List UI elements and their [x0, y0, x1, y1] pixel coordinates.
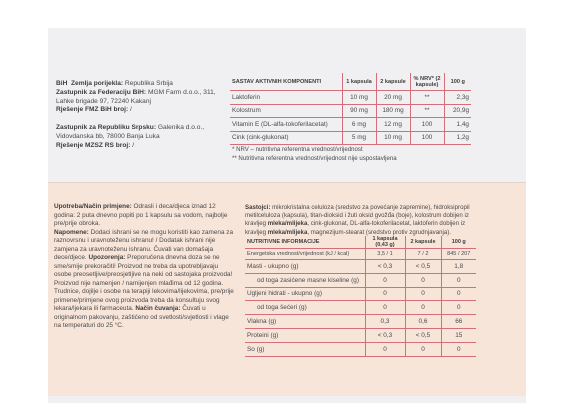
table-cell: 100 [410, 131, 444, 145]
note-text: Dodaci ishrani se ne mogu koristiti kao zamena za raznovrsnu i uravnoteženu ishranu! / Dodatak ishrani nije zamjena za uravnoteženu ishranu. Čuvati van domašaja dece/djece. [54, 228, 234, 261]
table-row [245, 301, 476, 315]
table-cell: ** [410, 91, 444, 105]
footnotes [232, 145, 397, 163]
fmz-label: Rješenje FMZ BiH broj: [56, 106, 129, 114]
registration-info [56, 80, 226, 151]
table-cell: 3,5 / 1 [365, 249, 405, 260]
warn-label: Upozorenja: [88, 254, 126, 261]
table-cell: ** [410, 104, 444, 118]
table-row [245, 287, 476, 301]
origin-label: Zemlja porijekla: [71, 80, 124, 87]
table-cell: 1,2g [444, 131, 471, 145]
rep-rs-value: Galenika d.o.o., Vidovdanska bb, 78000 Banja Luka [56, 124, 205, 140]
table-row [245, 273, 476, 287]
table-cell: 0 [365, 301, 405, 315]
table-cell: 2,3g [444, 91, 471, 105]
ingredients-text-3: , magnezijum-stearat (sredstvo protiv zgrudnjavanja). [307, 228, 451, 236]
table-cell: 0 [405, 273, 441, 287]
storage-label: Način čuvanja: [135, 305, 181, 312]
table-cell: 1,8 [441, 260, 476, 274]
table-cell: Vlakna (g) [245, 315, 365, 329]
table-row [230, 91, 471, 105]
table-header: % NRV* (2 kapsule) [410, 73, 444, 91]
table-cell: 0,3 [365, 315, 405, 329]
table-cell: 0 [441, 273, 476, 287]
table-row [230, 118, 471, 132]
usage-text: Odrasli i deca/djeca iznad 12 godina: 2 puta dnevno popiti po 1 kapsulu sa vodom, najbolje pre/prije obroka. [54, 203, 228, 227]
table-cell: Proteini (g) [245, 328, 365, 342]
table-header-row [230, 73, 471, 91]
ingredients [245, 204, 475, 237]
usage-label: Upotreba/Način primjene: [54, 203, 132, 210]
note-label: Napomene: [54, 228, 89, 236]
table-cell: Ugljeni hidrati - ukupno (g) [245, 287, 365, 301]
table-row [245, 328, 476, 342]
table-header-row [245, 236, 476, 249]
fmz-value: / [128, 106, 132, 114]
table-cell: 0 [441, 287, 476, 301]
ingredients-text-2: , cink-glukonat, DL-alfa-tokoferilacetat, laktoferin dobijen iz kravljeg [245, 220, 466, 236]
milk-allergen-2: mleka/mlijeka [267, 228, 308, 236]
table-cell: 20 mg [376, 91, 410, 105]
table-cell: 12 mg [376, 118, 410, 132]
warn-text: Preporučena dnevna doza se ne sme/smije prekoračiti! Proizvod ne treba da upotrebljavaju osobe preosetljive/preosjetljive na neki od sastojaka proizvoda! Proizvod nije namenjen / namijenjen mlađima od 12 godina. Trudnice, dojilje i osobe na terapiji lekovima/lijekovima, pre/prije primene/primjene ovog proizvoda treba da konsultuju svog lekara/ljekara ili farmaceuta. [54, 254, 234, 312]
table-cell: 0 [405, 301, 441, 315]
table-cell: Kolostrum [230, 104, 342, 118]
rep-fed-label: Zastupnik za Federaciju BiH: [56, 88, 147, 96]
table-row [230, 131, 471, 145]
table-header: 2 kapsule [376, 73, 410, 91]
table-cell: 10 mg [376, 131, 410, 145]
ingredients-text: mikrokristalna celuloza (sredstvo za povećanje zapremine), hidroksipropil metilceluloza (kapsula), titan-dioksid i žuti oksid gvožđa (boje), kolostrum dobijen iz kravljeg [245, 204, 470, 228]
table-cell: Laktoferin [230, 91, 342, 105]
table-header: 2 kapsule [405, 236, 441, 249]
table-cell: Masti - ukupno (g) [245, 260, 365, 274]
table-cell: < 0,3 [365, 328, 405, 342]
storage-text: Čuvati u originalnom pakovanju, zaštićeno od svetlosti/svjetlosti i vlage na temperaturi do 25 °C. [54, 305, 229, 329]
bih-label: BiH [56, 80, 68, 87]
milk-allergen: mleka/mlijeka [267, 220, 308, 228]
table-header: 100 g [444, 73, 471, 91]
table-cell: 10 mg [342, 91, 376, 105]
table-cell: 0 [405, 342, 441, 356]
table-cell: 0 [365, 342, 405, 356]
table-cell: 0 [365, 287, 405, 301]
table-header: NUTRITIVNE INFORMACIJE [245, 236, 365, 249]
nrv-note: * NRV – nutritivna referentna vrednost/vrijednost [232, 146, 363, 153]
table-row [245, 315, 476, 329]
table-cell: 90 mg [342, 104, 376, 118]
table-cell: 7 / 2 [405, 249, 441, 260]
table-cell: < 0,3 [365, 260, 405, 274]
table-cell: So (g) [245, 342, 365, 356]
active-components-table [230, 73, 471, 145]
table-header: 100 g [441, 236, 476, 249]
table-cell: < 0,5 [405, 260, 441, 274]
mzsz-label: Rješenje MZSZ RS broj: [56, 141, 131, 149]
table-cell: 1,4g [444, 118, 471, 132]
origin-value: Republika Srbija [123, 80, 173, 87]
ingredients-label: Sastojci: [245, 204, 271, 211]
usage-info [54, 203, 234, 331]
table-cell: Vitamin E (DL-alfa-tokoferilacetat) [230, 118, 342, 132]
table-cell: 180 mg [376, 104, 410, 118]
table-cell: < 0,5 [405, 328, 441, 342]
table-row [245, 342, 476, 356]
nrv-note-2: ** Nutritivna referentna vrednost/vrijednost nije uspostavljena [232, 155, 397, 162]
table-cell: 0 [405, 287, 441, 301]
table-cell: Energetska vrednost/vrijednost (kJ / kcal) [245, 249, 365, 260]
table-row [245, 260, 476, 274]
table-cell: 15 [441, 328, 476, 342]
table-cell: Cink (cink-glukonat) [230, 131, 342, 145]
mzsz-value: / [130, 141, 135, 149]
table-cell: 0,6 [405, 315, 441, 329]
table-row [245, 249, 476, 260]
nutrition-table [245, 236, 476, 357]
table-cell: 6 mg [342, 118, 376, 132]
table-cell: 845 / 207 [441, 249, 476, 260]
table-row [230, 104, 471, 118]
table-cell: od toga šećeri (g) [245, 301, 365, 315]
table-cell: 20,9g [444, 104, 471, 118]
table-cell: 66 [441, 315, 476, 329]
table-cell: 0 [441, 301, 476, 315]
table-cell: 0 [441, 342, 476, 356]
table-header: SASTAV AKTIVNIH KOMPONENTI [230, 73, 342, 91]
table-cell: od toga zasićene masne kiseline (g) [245, 273, 365, 287]
rep-fed-value: MGM Farm d.o.o., 311, Lahke brigade 97, 72240 Kakanj [56, 88, 216, 105]
table-cell: 100 [410, 118, 444, 132]
rep-rs-label: Zastupnik za Republiku Srpsku: [56, 124, 157, 132]
table-cell: 5 mg [342, 131, 376, 145]
table-header: 1 kapsula (0,43 g) [365, 236, 405, 249]
table-header: 1 kapsula [342, 73, 376, 91]
table-cell: 0 [365, 273, 405, 287]
